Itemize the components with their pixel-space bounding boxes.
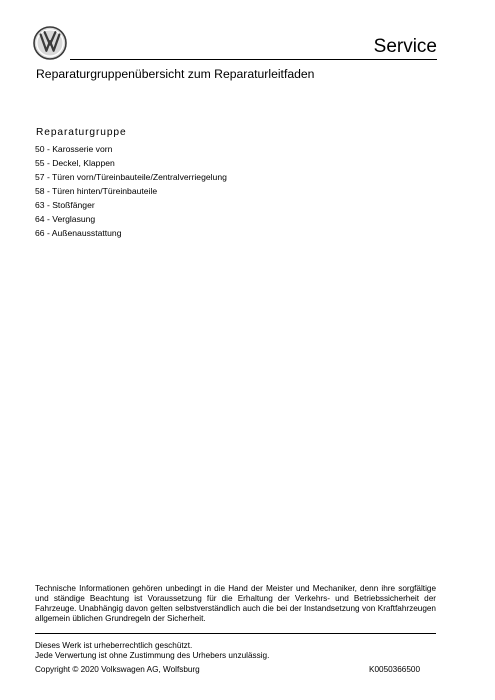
repair-group-item[interactable]: 50 - Karosserie vorn xyxy=(35,144,113,154)
header-divider xyxy=(70,59,437,60)
repair-group-item[interactable]: 64 - Verglasung xyxy=(35,214,96,224)
repair-group-item[interactable]: 55 - Deckel, Klappen xyxy=(35,158,115,168)
safety-disclaimer: Technische Informationen gehören unbedingt in die Hand der Meister und Mechaniker, denn ihre sorgfältige und ständige Beachtung ist Voraussetzung für die Erhaltung der Verkehrs- und Betriebssicherheit der Fahrzeuge. Unabhängig davon gelten selbstverständlich auch die bei der Instandsetzung von Kraftfahrzeugen allgemein üblichen Grundregeln der Sicherheit. xyxy=(35,584,436,623)
repair-group-heading: Reparaturgruppe xyxy=(36,127,127,138)
copyright-notice-line: Dieses Werk ist urheberrechtlich geschützt. xyxy=(35,641,193,650)
repair-group-item[interactable]: 66 - Außenausstattung xyxy=(35,228,122,238)
document-number: K0050366500 xyxy=(369,665,420,674)
repair-group-item[interactable]: 58 - Türen hinten/Türeinbauteile xyxy=(35,186,158,196)
footer-divider xyxy=(35,633,436,634)
vw-logo-icon xyxy=(33,26,67,60)
repair-group-item[interactable]: 63 - Stoßfänger xyxy=(35,200,95,210)
section-title: Service xyxy=(373,36,437,57)
repair-group-list xyxy=(35,142,227,240)
copyright-notice-line: Jede Verwertung ist ohne Zustimmung des Urhebers unzulässig. xyxy=(35,651,270,660)
copyright-notice xyxy=(35,641,269,661)
document-title: Reparaturgruppenübersicht zum Reparaturleitfaden xyxy=(36,67,315,81)
copyright-text: Copyright © 2020 Volkswagen AG, Wolfsburg xyxy=(35,665,200,674)
repair-group-item[interactable]: 57 - Türen vorn/Türeinbauteile/Zentralverriegelung xyxy=(35,172,227,182)
